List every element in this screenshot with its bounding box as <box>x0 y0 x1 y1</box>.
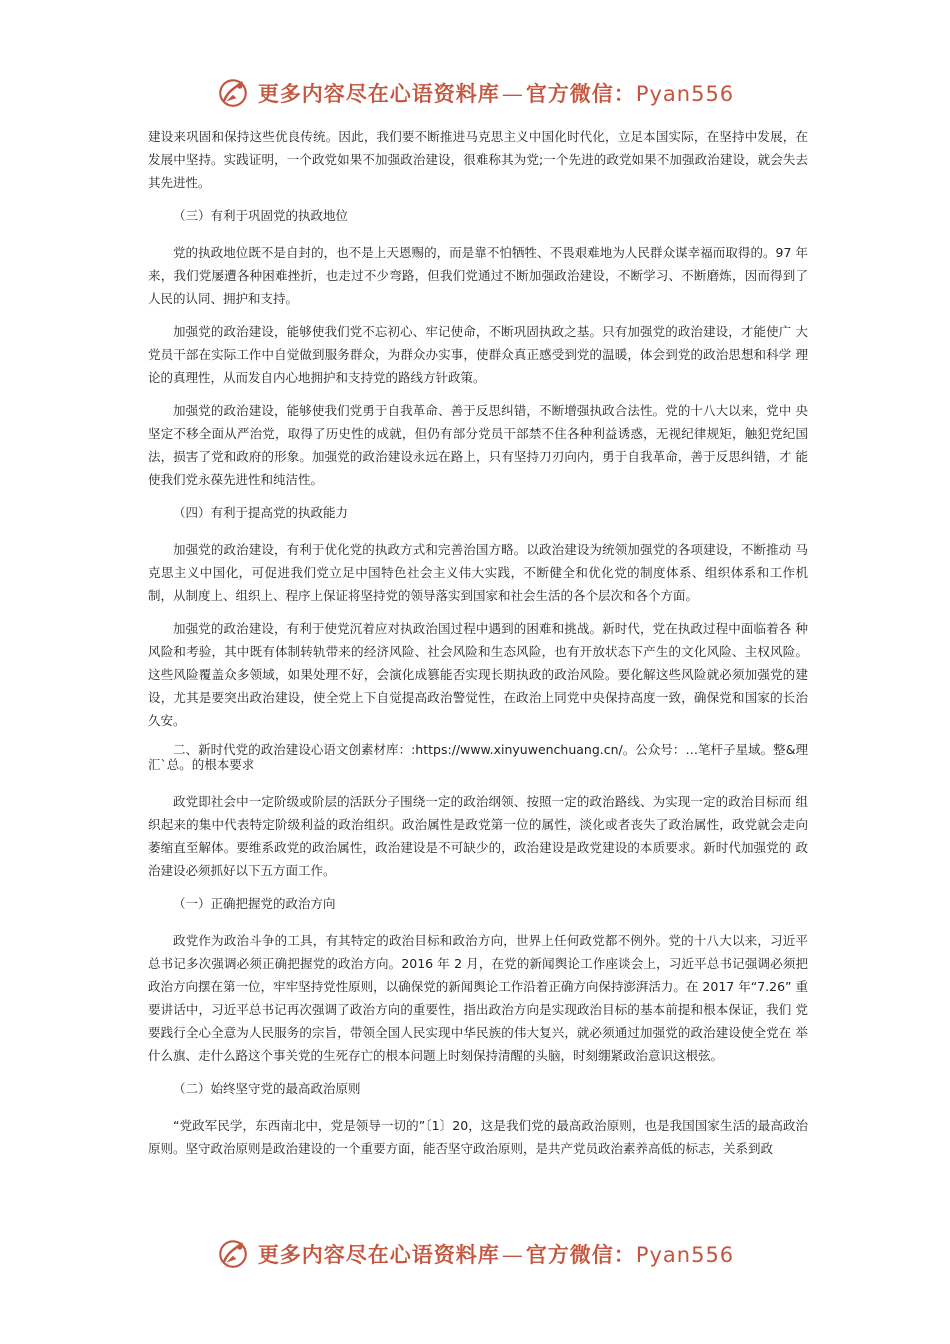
footer-banner <box>0 1234 950 1274</box>
banner-wechat-id: Pyan556 <box>635 1243 735 1267</box>
paragraph: 加强党的政治建设，有利于优化党的执政方式和完善治国方略。以政治建设为统领加强党的各项建设，不断推动 马克思主义中国化，可促进我们党立足中国特色社会主义伟大实践，不断健全和优化党的制度体系、组织体系和工作机 制，从制度上、组织上、程序上保证将坚持党的领导落实到国家和社会生活的各个层次和各个方面。 <box>148 542 808 603</box>
subsection-heading: （二）始终坚守党的最高政治原则 <box>173 1081 361 1096</box>
subsection-heading: （一）正确把握党的政治方向 <box>173 896 336 911</box>
banner-text <box>258 78 734 108</box>
paragraph: 加强党的政治建设，能够使我们党不忘初心、牢记使命，不断巩固执政之基。只有加强党的政治建设，才能使广 大党员干部在实际工作中自觉做到服务群众，为群众办实事，使群众真正感受到党的温暖，体会到党的政治思想和科学 理论的真理性，从而发自内心地拥护和支持党的路线方针政策。 <box>148 324 808 385</box>
banner-wechat-label: 官方微信： <box>525 81 636 106</box>
document-body <box>148 125 808 1170</box>
hand-pen-logo-icon <box>216 1237 250 1271</box>
banner-separator: — <box>501 1243 524 1267</box>
paragraph: 党的执政地位既不是自封的，也不是上天恩赐的，而是靠不怕牺牲、不畏艰难地为人民群众谋幸福而取得的。97 年来，我们党屡遭各种困难挫折，也走过不少弯路，但我们党通过不断加强政治建设，不断学习、不断磨炼，因而得到了人民的认同、拥护和支持。 <box>148 245 808 306</box>
header-banner <box>0 73 950 113</box>
paragraph: 政党即社会中一定阶级或阶层的活跃分子围绕一定的政治纲领、按照一定的政治路线、为实现一定的政治目标而 组织起来的集中代表特定阶级利益的政治组织。政治属性是政党第一位的属性，淡化或者丧失了政治属性，政党就会走向萎缩直至解体。要维系政党的政治属性，政治建设是不可缺少的，政治建设是政党建设的本质要求。新时代加强党的 政治建设必须抓好以下五方面工作。 <box>148 794 808 878</box>
paragraph: 加强党的政治建设，能够使我们党勇于自我革命、善于反思纠错，不断增强执政合法性。党的十八大以来，党中 央坚定不移全面从严治党，取得了历史性的成就，但仍有部分党员干部禁不住各种利益诱惑，无视纪律规矩，触犯党纪国法，损害了党和政府的形象。加强党的政治建设永远在路上，只有坚持刀刃向内，勇于自我革命，善于反思纠错，才 能使我们党永葆先进性和纯洁性。 <box>148 403 808 487</box>
banner-separator: — <box>501 82 524 106</box>
section-heading: 二、新时代党的政治建设心语文创素材库：:https://www.xinyuwenchuang.cn/。公众号：…笔杆子星域。整&理汇`总。的根本要求 <box>148 742 808 772</box>
banner-wechat-label: 官方微信： <box>525 1242 636 1267</box>
paragraph: 建设来巩固和保持这些优良传统。因此，我们要不断推进马克思主义中国化时代化，立足本国实际，在坚持中发展，在 发展中坚持。实践证明，一个政党如果不加强政治建设，很难称其为党;一个先进的政党如果不加强政治建设，就会失去其先进性。 <box>148 129 808 190</box>
subsection-heading: （三）有利于巩固党的执政地位 <box>173 208 349 223</box>
paragraph: “党政军民学，东西南北中，党是领导一切的”〔1〕20，这是我们党的最高政治原则，也是我国国家生活的最高政治原则。坚守政治原则是政治建设的一个重要方面，能否坚守政治原则，是共产党员政治素养高低的标志，关系到政 <box>148 1118 808 1156</box>
banner-main-text: 更多内容尽在心语资料库 <box>257 1242 500 1267</box>
banner-main-text: 更多内容尽在心语资料库 <box>257 81 500 106</box>
paragraph: 政党作为政治斗争的工具，有其特定的政治目标和政治方向，世界上任何政党都不例外。党的十八大以来，习近平总书记多次强调必须正确把握党的政治方向。2016 年 2 月，在党的新闻舆论工作座谈会上，习近平总书记强调必须把政治方向摆在第一位，牢牢坚持党性原则，以确保党的新闻舆论工作沿着正确方向保持澎湃活力。在 2017 年“7.26” 重要讲话中，习近平总书记再次强调了政治方向的重要性，指出政治方向是实现政治目标的基本前提和根本保证，我们 党要践行全心全意为人民服务的宗旨，带领全国人民实现中华民族的伟大复兴，就必须通过加强党的政治建设使全党在 举什么旗、走什么路这个事关党的生死存亡的根本问题上时刻保持清醒的头脑，时刻绷紧政治意识这根弦。 <box>148 933 808 1063</box>
paragraph: 加强党的政治建设，有利于使党沉着应对执政治国过程中遇到的困难和挑战。新时代，党在执政过程中面临着各 种风险和考验，其中既有体制转轨带来的经济风险、社会风险和生态风险，也有开放状态下产生的文化风险、主权风险。这些风险覆盖众多领域，如果处理不好，会演化成篡能否实现长期执政的政治风险。要化解这些风险就必须加强党的建设，尤其是要突出政治建设，使全党上下自觉提高政治警觉性，在政治上同党中央保持高度一致，确保党和国家的长治久安。 <box>148 621 808 728</box>
banner-wechat-id: Pyan556 <box>635 82 735 106</box>
subsection-heading: （四）有利于提高党的执政能力 <box>173 505 349 520</box>
banner-text <box>258 1239 734 1269</box>
hand-pen-logo-icon <box>216 76 250 110</box>
